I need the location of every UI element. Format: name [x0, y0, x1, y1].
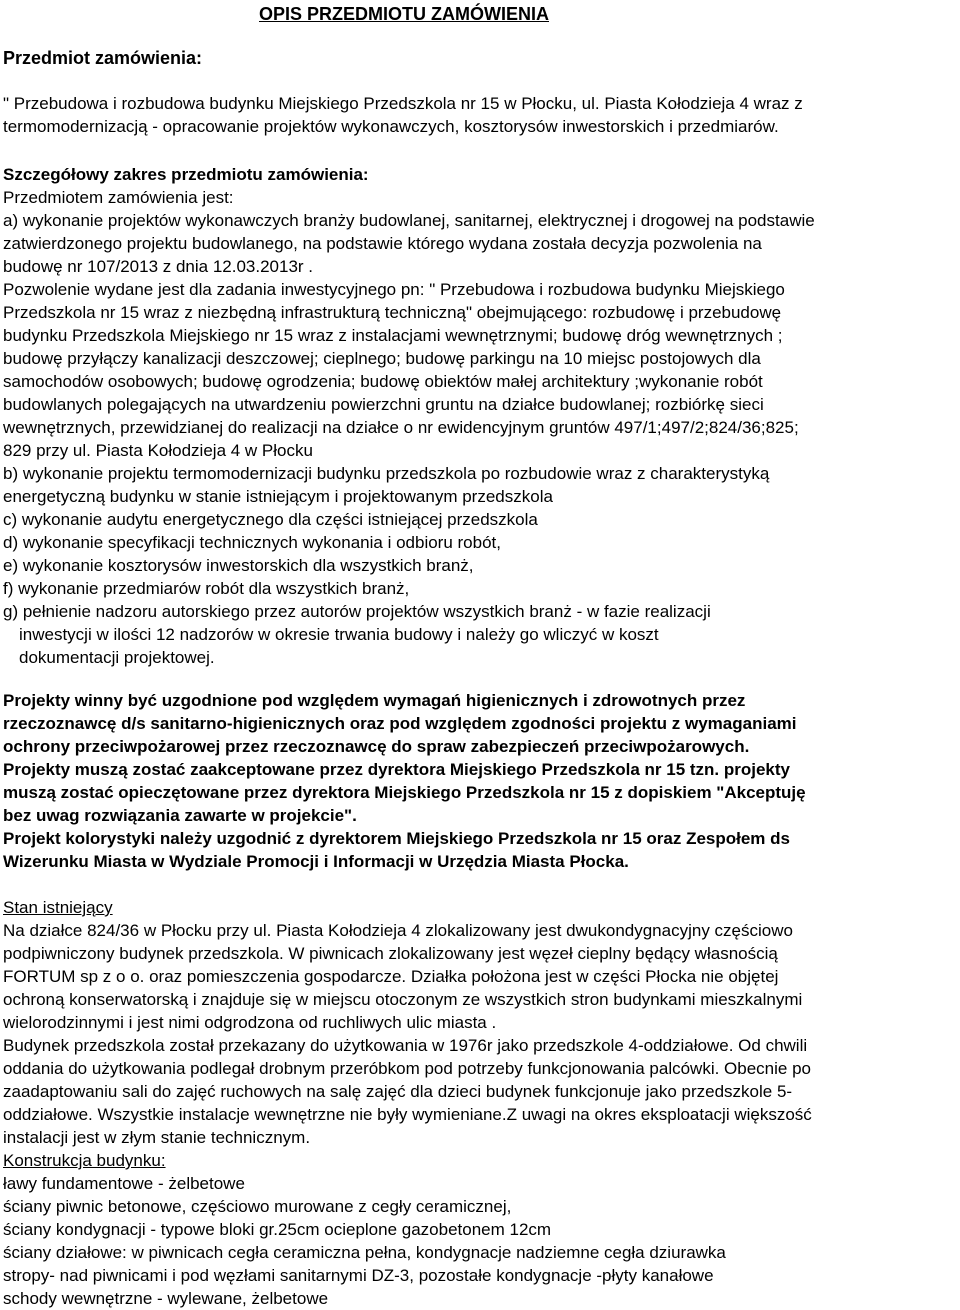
- scope-line: zatwierdzonego projektu budowlanego, na podstawie którego wydana została decyzja pozwolenia na: [3, 234, 762, 253]
- requirements-line: muszą zostać opieczętowane przez dyrektora Miejskiego Przedszkola nr 15 z dopiskiem "Akceptuję: [3, 783, 806, 802]
- requirements-line: Projekt kolorystyki należy uzgodnić z dyrektorem Miejskiego Przedszkola nr 15 oraz Zespołem ds: [3, 829, 790, 848]
- scope-line: a) wykonanie projektów wykonawczych branży budowlanej, sanitarnej, elektrycznej i drogowej na podstawie: [3, 211, 815, 230]
- existing-line: ochroną konserwatorską i znajduje się w miejscu otoczonym ze wszystkich stron budynkami mieszkalnymi: [3, 990, 803, 1009]
- construction-heading: Konstrukcja budynku:: [3, 1151, 166, 1170]
- existing-line: oddziałowe. Wszystkie instalacje wewnętrzne nie były wymieniane.Z uwagi na okres eksploatacji większość: [3, 1105, 812, 1124]
- requirements-line: ochrony przeciwpożarowej przez rzeczoznawcę do spraw zabezpieczeń przeciwpożarowych.: [3, 737, 750, 756]
- scope-indented-line: inwestycji w ilości 12 nadzorów w okresie trwania budowy i należy go wliczyć w koszt: [19, 625, 659, 644]
- scope-line: Przedszkola nr 15 wraz z niezbędną infrastrukturą techniczną" obejmującego: rozbudowę i przebudowę: [3, 303, 782, 322]
- existing-line: Budynek przedszkola został przekazany do użytkowania w 1976r jako przedszkole 4-oddziałowe. Od chwili: [3, 1036, 808, 1055]
- construction-line: schody wewnętrzne - wylewane, żelbetowe: [3, 1289, 329, 1308]
- scope-line: c) wykonanie audytu energetycznego dla części istniejącej przedszkola: [3, 510, 538, 529]
- existing-line: zaadaptowaniu sali do zajęć ruchowych na salę zajęć dla dzieci budynek funkcjonuje jako przedszkole 5-: [3, 1082, 793, 1101]
- requirements-line: Projekty muszą zostać zaakceptowane przez dyrektora Miejskiego Przedszkola nr 15 tzn. projekty: [3, 760, 791, 779]
- requirements-line: bez uwag rozwiązania zawarte w projekcie".: [3, 806, 357, 825]
- document-title: OPIS PRZEDMIOTU ZAMÓWIENIA: [259, 4, 549, 24]
- scope-line: Przedmiotem zamówienia jest:: [3, 188, 234, 207]
- existing-line: Na działce 824/36 w Płocku przy ul. Piasta Kołodzieja 4 zlokalizowany jest dwukondygnacyjny częściowo: [3, 921, 793, 940]
- existing-line: podpiwniczony budynek przedszkola. W piwnicach zlokalizowany jest węzeł cieplny będący własnością: [3, 944, 778, 963]
- scope-line: b) wykonanie projektu termomodernizacji budynku przedszkola po rozbudowie wraz z charakterystyką: [3, 464, 770, 483]
- scope-line: budowę przyłączy kanalizacji deszczowej; cieplnego; budowę parkingu na 10 miejsc postojowych dla: [3, 349, 761, 368]
- existing-state-heading: Stan istniejący: [3, 898, 113, 917]
- construction-line: ściany piwnic betonowe, częściowo murowane z cegły ceramicznej,: [3, 1197, 512, 1216]
- scope-line: Pozwolenie wydane jest dla zadania inwestycyjnego pn: " Przebudowa i rozbudowa budynku Miejskiego: [3, 280, 785, 299]
- construction-line: ściany działowe: w piwnicach cegła ceramiczna pełna, kondygnacje nadziemne cegła dziurawka: [3, 1243, 726, 1262]
- requirements-line: Wizerunku Miasta w Wydziale Promocji i Informacji w Urzędzia Miasta Płocka.: [3, 852, 629, 871]
- existing-line: FORTUM sp z o o. oraz pomieszczenia gospodarcze. Działka położona jest w części Płocka nie objętej: [3, 967, 779, 986]
- requirements-line: Projekty winny być uzgodnione pod względem wymagań higienicznych i zdrowotnych przez: [3, 691, 746, 710]
- scope-line: e) wykonanie kosztorysów inwestorskich dla wszystkich branż,: [3, 556, 474, 575]
- scope-line: budowę nr 107/2013 z dnia 12.03.2013r .: [3, 257, 314, 276]
- scope-line: d) wykonanie specyfikacji technicznych wykonania i odbioru robót,: [3, 533, 501, 552]
- subject-line: termomodernizacją - opracowanie projektów wykonawczych, kosztorysów inwestorskich i przedmiarów.: [3, 117, 779, 136]
- scope-line: wewnętrznych, przewidzianej do realizacji na działce o nr ewidencyjnym gruntów 497/1;497/2;824/36;825;: [3, 418, 799, 437]
- scope-section: [3, 163, 958, 669]
- scope-line: budowlanych polegających na utwardzeniu powierzchni gruntu na działce budowlanej; rozbiórkę sieci: [3, 395, 764, 414]
- requirements-line: rzeczoznawcę d/s sanitarno-higienicznych oraz pod względem zgodności projektu z wymaganiami: [3, 714, 797, 733]
- construction-line: ściany kondygnacji - typowe bloki gr.25cm ocieplone gazobetonem 12cm: [3, 1220, 552, 1239]
- existing-state-section: [3, 896, 958, 1310]
- construction-line: stropy- nad piwnicami i pod węzłami sanitarnymi DZ-3, pozostałe kondygnacje -płyty kanałowe: [3, 1266, 714, 1285]
- existing-line: oddania do użytkowania podlegał drobnym przeróbkom pod potrzeby funkcjonowania palcówki. Obecnie po: [3, 1059, 811, 1078]
- scope-indented-line: dokumentacji projektowej.: [19, 648, 215, 667]
- scope-line: 829 przy ul. Piasta Kołodzieja 4 w Płocku: [3, 441, 313, 460]
- requirements-section: [3, 689, 958, 873]
- scope-line: energetyczną budynku w stanie istniejącym i projektowanym przedszkola: [3, 487, 553, 506]
- existing-line: instalacji jest w złym stanie technicznym.: [3, 1128, 311, 1147]
- construction-line: ławy fundamentowe - żelbetowe: [3, 1174, 245, 1193]
- scope-line: g) pełnienie nadzoru autorskiego przez autorów projektów wszystkich branż - w fazie realizacji: [3, 602, 711, 621]
- subject-line: " Przebudowa i rozbudowa budynku Miejskiego Przedszkola nr 15 w Płocku, ul. Piasta Kołodzieja 4 wraz z: [3, 94, 803, 113]
- scope-heading: Szczegółowy zakres przedmiotu zamówienia:: [3, 165, 369, 184]
- existing-line: wielorodzinnymi i jest nimi odgrodzona od ruchliwych ulic miasta .: [3, 1013, 497, 1032]
- subject-label: Przedmiot zamówienia:: [3, 48, 203, 68]
- subject-text: [3, 92, 958, 138]
- scope-line: samochodów osobowych; budowę ogrodzenia; budowę obiektów małej architektury ;wykonanie robót: [3, 372, 763, 391]
- scope-line: f) wykonanie przedmiarów robót dla wszystkich branż,: [3, 579, 410, 598]
- scope-line: budynku Przedszkola Miejskiego nr 15 wraz z instalacjami wewnętrznymi; budowę dróg wewnętrznych ;: [3, 326, 783, 345]
